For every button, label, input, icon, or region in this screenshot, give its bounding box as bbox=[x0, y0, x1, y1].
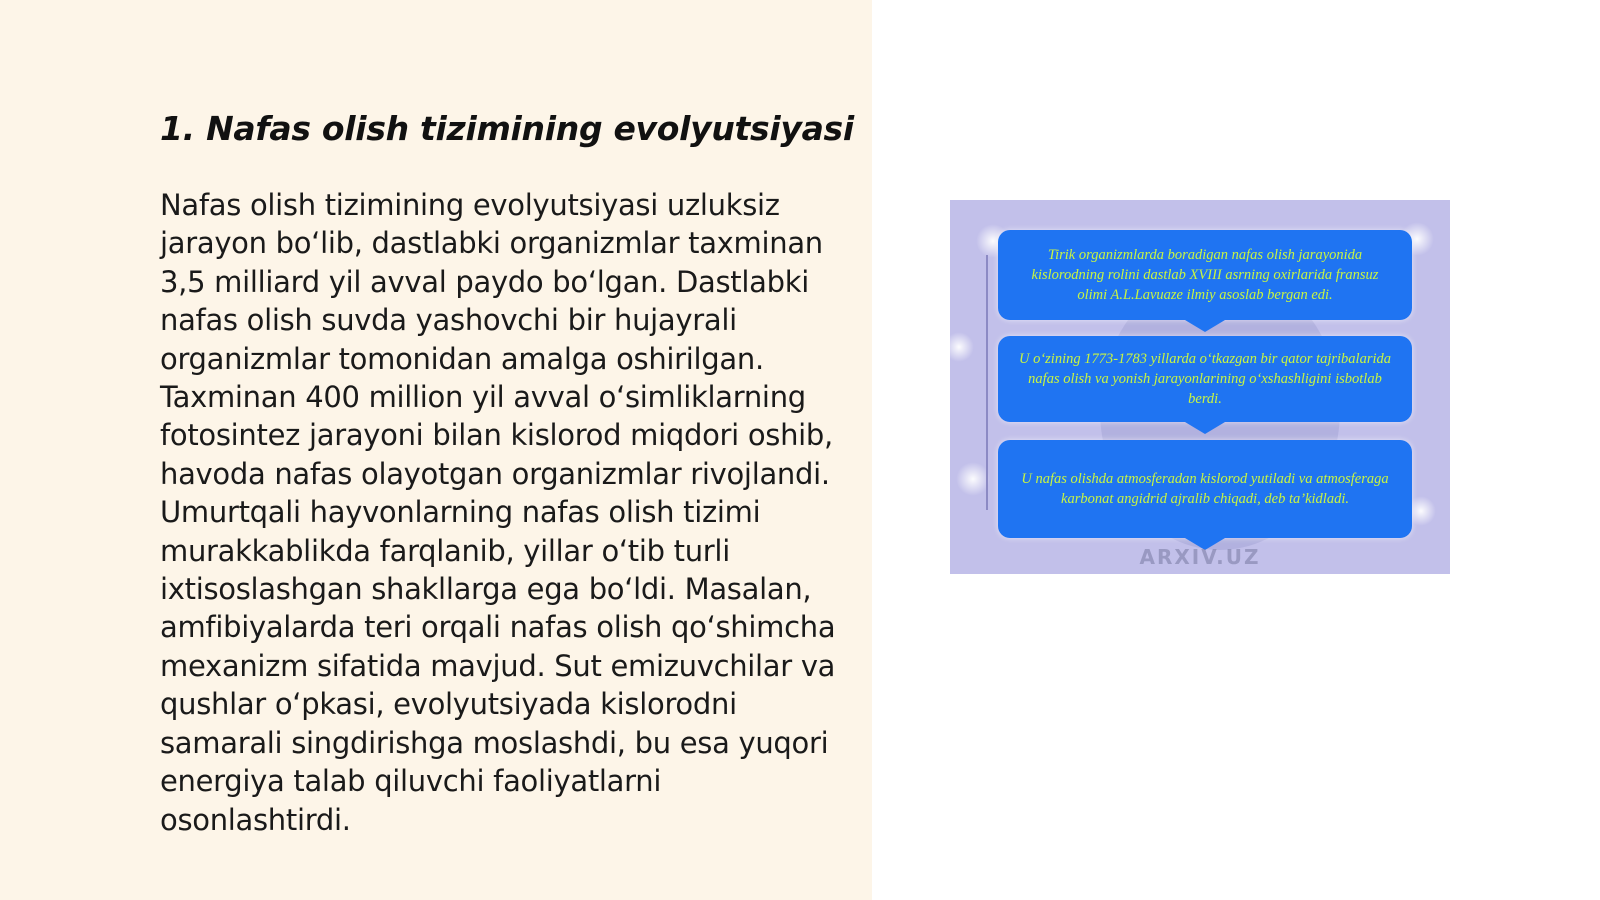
lavoisier-infographic-image bbox=[950, 200, 1450, 574]
info-bubble-3 bbox=[998, 440, 1412, 538]
glow-dot bbox=[950, 332, 974, 362]
slide-title: 1. Nafas olish tizimining evolyutsiyasi bbox=[160, 109, 854, 148]
slide-body-text: Nafas olish tizimining evolyutsiyasi uzluksiz jarayon bo‘lib, dastlabki organizmlar taxminan 3,5 milliard yil avval paydo bo‘lgan. Dastlabki nafas olish suvda yashovchi bir hujayrali organizmlar tomonidan amalga oshirilgan. Taxminan 400 million yil avval o‘simliklarning fotosintez jarayoni bilan kislorod miqdori oshib, havoda nafas olayotgan organizmlar rivojlandi. Umurtqali hayvonlarning nafas olish tizimi murakkablikda farqlanib, yillar o‘tib turli ixtisoslashgan shakllarga ega bo‘ldi. Masalan, amfibiyalarda teri orqali nafas olish qo‘shimcha mexanizm sifatida mavjud. Sut emizuvchilar va qushlar o‘pkasi, evolyutsiyada kislorodni samarali singdirishga moslashdi, bu esa yuqori energiya talab qiluvchi faoliyatlarni osonlashtirdi. bbox=[160, 188, 836, 837]
info-bubble-2 bbox=[998, 336, 1412, 422]
info-bubble-1-text: Tirik organizmlarda boradigan nafas olish jarayonida kislorodning rolini dastlab XVIII asrning oxirlarida fransuz olimi A.L.Lavuaze ilmiy asoslab bergan edi. bbox=[1031, 247, 1379, 303]
watermark: ARXIV.UZ bbox=[1139, 545, 1261, 569]
info-bubble-2-text: U o‘zining 1773-1783 yillarda o‘tkazgan bir qator tajribalarida nafas olish va yonish jarayonlarining o‘xshashligini isbotlab berdi. bbox=[1018, 351, 1392, 407]
info-bubble-3-text: U nafas olishda atmosferadan kislorod yutiladi va atmosferaga karbonat angidrid ajralib chiqadi, deb ta’kidladi. bbox=[1021, 471, 1389, 507]
glow-dot bbox=[956, 462, 990, 496]
info-bubble-1 bbox=[998, 230, 1412, 320]
